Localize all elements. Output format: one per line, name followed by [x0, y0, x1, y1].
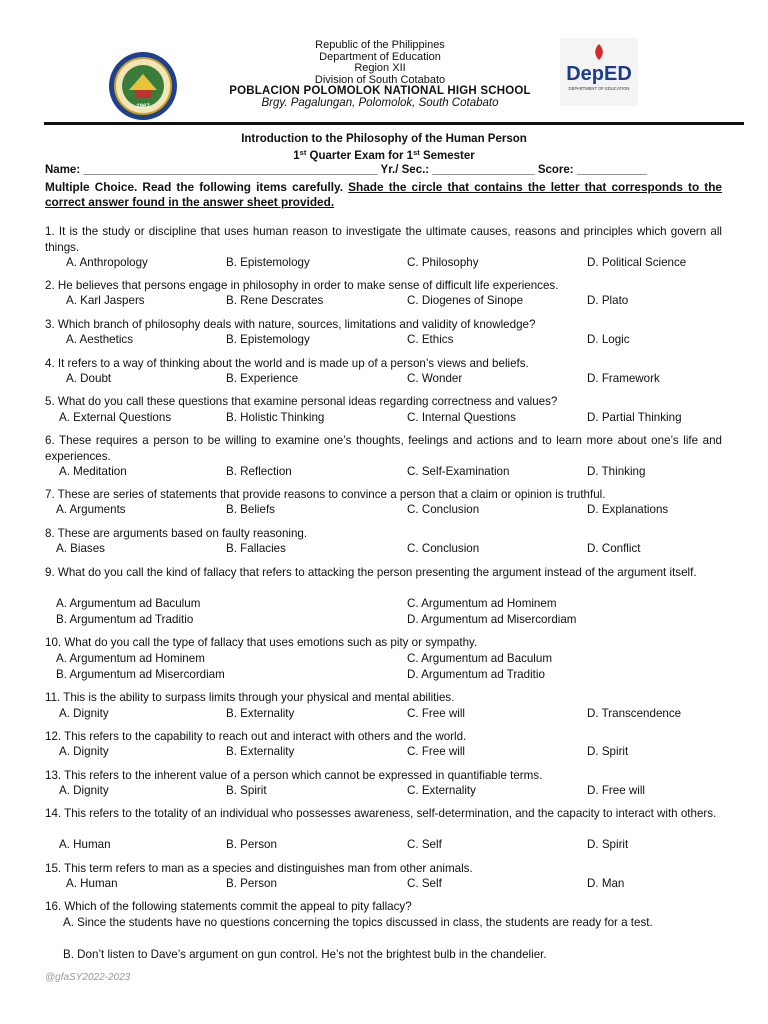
- q2-option-b[interactable]: B. Rene Descrates: [226, 294, 324, 307]
- q3-option-c[interactable]: C. Ethics: [407, 333, 454, 346]
- instructions: [45, 180, 722, 210]
- q11-option-b[interactable]: B. Externality: [226, 707, 295, 720]
- q8-option-b[interactable]: B. Fallacies: [226, 542, 286, 555]
- question-6: 6. These requires a person to be willing to examine one’s thoughts, feelings and actions and to learn more about one’s life and experiences.: [45, 434, 722, 463]
- q13-option-a[interactable]: A. Dignity: [59, 784, 109, 797]
- question-5: 5. What do you call these questions that examine personal ideas regarding correctness and values?: [45, 395, 558, 408]
- q5-option-b[interactable]: B. Holistic Thinking: [226, 411, 325, 424]
- q11-option-a[interactable]: A. Dignity: [59, 707, 109, 720]
- q14-option-c[interactable]: C. Self: [407, 838, 442, 851]
- question-12: 12. This refers to the capability to reach out and interact with others and the world.: [45, 730, 467, 743]
- q6-option-d[interactable]: D. Thinking: [587, 465, 646, 478]
- q6-option-b[interactable]: B. Reflection: [226, 465, 292, 478]
- seal-year: 1967: [136, 104, 150, 110]
- q3-option-a[interactable]: A. Aesthetics: [66, 333, 134, 346]
- deped-logo-text: DepED: [566, 63, 632, 85]
- exam-subtitle-3: Semester: [419, 150, 475, 162]
- student-info-line[interactable]: Name: ______________________________________________ Yr./ Sec.: ________________ Score: ___________: [45, 164, 648, 176]
- q10-option-a[interactable]: A. Argumentum ad Hominem: [56, 652, 205, 665]
- q16-option-b[interactable]: [45, 947, 722, 963]
- q4-option-b[interactable]: B. Experience: [226, 372, 299, 385]
- q5-option-d[interactable]: D. Partial Thinking: [587, 411, 682, 424]
- document-header: [0, 36, 768, 116]
- q8-option-d[interactable]: D. Conflict: [587, 542, 641, 555]
- q12-option-c[interactable]: C. Free will: [407, 745, 465, 758]
- q11-option-d[interactable]: D. Transcendence: [587, 707, 682, 720]
- header-divider: [44, 122, 744, 125]
- q4-option-a[interactable]: A. Doubt: [66, 372, 112, 385]
- deped-logo-subtext: DEPARTMENT OF EDUCATION: [568, 86, 630, 91]
- question-16: 16. Which of the following statements commit the appeal to pity fallacy?: [45, 900, 412, 913]
- question-15: 15. This term refers to man as a species and distinguishes man from other animals.: [45, 862, 473, 875]
- q7-option-b[interactable]: B. Beliefs: [226, 503, 275, 516]
- q6-option-a[interactable]: A. Meditation: [59, 465, 127, 478]
- exam-subtitle-sup2: st: [413, 148, 420, 157]
- deped-logo: [560, 38, 638, 106]
- q1-option-b[interactable]: B. Epistemology: [226, 256, 310, 269]
- question-7: 7. These are series of statements that provide reasons to convince a person that a claim or opinion is truthful.: [45, 488, 606, 501]
- q15-option-b[interactable]: B. Person: [226, 877, 277, 890]
- q14-option-d[interactable]: D. Spirit: [587, 838, 629, 851]
- q4-option-d[interactable]: D. Framework: [587, 372, 660, 385]
- q3-option-d[interactable]: D. Logic: [587, 333, 630, 346]
- q14-option-a[interactable]: A. Human: [59, 838, 111, 851]
- q10-option-d[interactable]: D. Argumentum ad Traditio: [407, 668, 545, 681]
- q9-option-b[interactable]: B. Argumentum ad Traditio: [56, 613, 194, 626]
- question-9: 9. What do you call the kind of fallacy that refers to attacking the person presenting the argument instead of the argument itself.: [45, 566, 697, 579]
- q10-option-b[interactable]: B. Argumentum ad Misercordiam: [56, 668, 225, 681]
- instructions-plain: Multiple Choice. Read the following items carefully.: [45, 180, 349, 194]
- q1-option-a[interactable]: A. Anthropology: [66, 256, 148, 269]
- watermark-footer: @gfaSY2022-2023: [45, 972, 131, 983]
- exam-subtitle-1: 1: [293, 150, 300, 162]
- header-address: Brgy. Pagalungan, Polomolok, South Cotabato: [261, 96, 499, 109]
- question-1: 1. It is the study or discipline that uses human reason to investigate the ultimate causes, reasons and principles which govern all things.: [45, 225, 722, 254]
- header-department: Department of Education: [319, 50, 441, 63]
- q8-option-a[interactable]: A. Biases: [56, 542, 105, 555]
- exam-subtitle-2: Quarter Exam for 1: [306, 150, 414, 162]
- q13-option-c[interactable]: C. Externality: [407, 784, 476, 797]
- question-3: 3. Which branch of philosophy deals with nature, sources, limitations and validity of knowledge?: [45, 318, 536, 331]
- q2-option-c[interactable]: C. Diogenes of Sinope: [407, 294, 524, 307]
- instructions-underlined: Shade the circle that contains the letter that corresponds to the correct answer found in the answer sheet provided.: [45, 180, 722, 209]
- q8-option-c[interactable]: C. Conclusion: [407, 542, 480, 555]
- question-14: 14. This refers to the totality of an individual who possesses awareness, self-determination, and the capacity to interact with others.: [45, 807, 717, 820]
- q7-option-a[interactable]: A. Arguments: [56, 503, 126, 516]
- header-school-name: POBLACION POLOMOLOK NATIONAL HIGH SCHOOL: [229, 85, 531, 97]
- question-2: 2. He believes that persons engage in philosophy in order to make sense of difficult life experiences.: [45, 279, 559, 292]
- question-8: 8. These are arguments based on faulty reasoning.: [45, 527, 308, 540]
- q6-option-c[interactable]: C. Self-Examination: [407, 465, 510, 478]
- q9-option-d[interactable]: D. Argumentum ad Misercordiam: [407, 613, 577, 626]
- q9-option-c[interactable]: C. Argumentum ad Hominem: [407, 597, 557, 610]
- q13-option-d[interactable]: D. Free will: [587, 784, 645, 797]
- question-4: 4. It refers to a way of thinking about the world and is made up of a person’s views and beliefs.: [45, 357, 529, 370]
- question-13: 13. This refers to the inherent value of a person which cannot be expressed in quantifiable terms.: [45, 769, 543, 782]
- q3-option-b[interactable]: B. Epistemology: [226, 333, 310, 346]
- q7-option-d[interactable]: D. Explanations: [587, 503, 669, 516]
- q1-option-c[interactable]: C. Philosophy: [407, 256, 479, 269]
- q16-option-a[interactable]: [45, 915, 722, 931]
- q2-option-d[interactable]: D. Plato: [587, 294, 629, 307]
- q9-option-a[interactable]: A. Argumentum ad Baculum: [56, 597, 201, 610]
- header-region: Region XII: [354, 62, 406, 74]
- q15-option-c[interactable]: C. Self: [407, 877, 442, 890]
- q5-option-a[interactable]: A. External Questions: [59, 411, 172, 424]
- q16-option-b-text: B. Don’t listen to Dave’s argument on gun control. He’s not the brightest bulb in the chandelier.: [63, 948, 547, 961]
- q1-option-d[interactable]: D. Political Science: [587, 256, 687, 269]
- exam-title: Introduction to the Philosophy of the Human Person: [241, 133, 527, 145]
- q16-option-a-text: A. Since the students have no questions concerning the topics discussed in class, the students are ready for a test.: [63, 916, 653, 929]
- header-division: Division of South Cotabato: [314, 73, 446, 86]
- q4-option-c[interactable]: C. Wonder: [407, 372, 463, 385]
- q10-option-c[interactable]: C. Argumentum ad Baculum: [407, 652, 552, 665]
- q15-option-d[interactable]: D. Man: [587, 877, 625, 890]
- q12-option-b[interactable]: B. Externality: [226, 745, 295, 758]
- exam-subtitle-sup1: st: [299, 148, 307, 157]
- q12-option-a[interactable]: A. Dignity: [59, 745, 109, 758]
- q7-option-c[interactable]: C. Conclusion: [407, 503, 480, 516]
- q11-option-c[interactable]: C. Free will: [407, 707, 465, 720]
- question-10: 10. What do you call the type of fallacy that uses emotions such as pity or sympathy.: [45, 636, 478, 649]
- q5-option-c[interactable]: C. Internal Questions: [407, 411, 516, 424]
- header-text-block: [160, 40, 600, 109]
- q12-option-d[interactable]: D. Spirit: [587, 745, 629, 758]
- header-republic: Republic of the Philippines: [315, 39, 445, 51]
- q13-option-b[interactable]: B. Spirit: [226, 784, 267, 797]
- question-11: 11. This is the ability to surpass limits through your physical and mental abilities.: [45, 691, 455, 704]
- q2-option-a[interactable]: A. Karl Jaspers: [66, 294, 145, 307]
- q14-option-b[interactable]: B. Person: [226, 838, 277, 851]
- exam-subtitle: [0, 148, 768, 162]
- q15-option-a[interactable]: A. Human: [66, 877, 118, 890]
